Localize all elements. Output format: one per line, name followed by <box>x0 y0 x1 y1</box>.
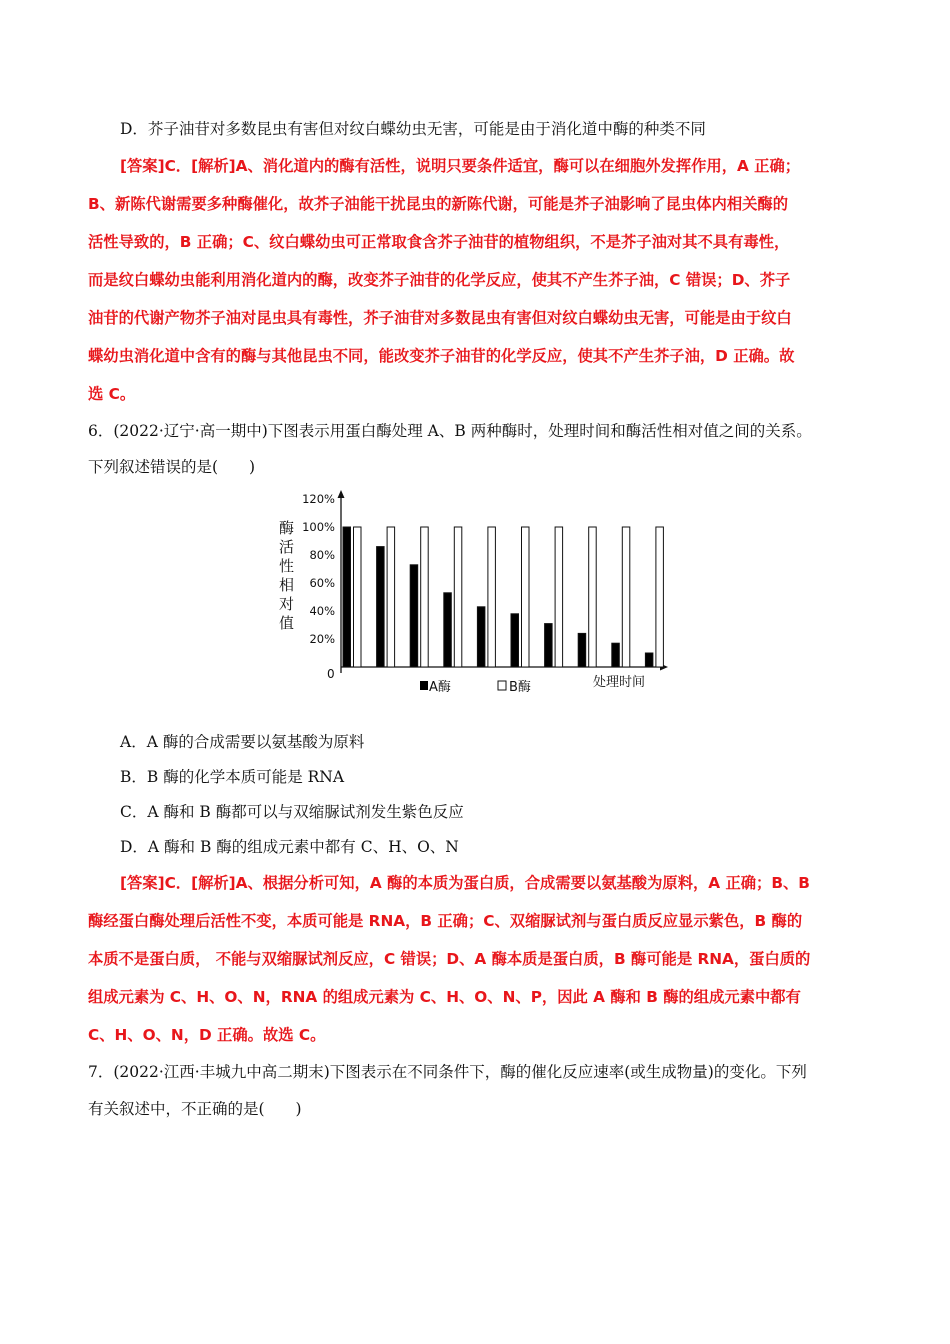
legend-label-a: A酶 <box>429 680 451 695</box>
answer-line: 蝶幼虫消化道中含有的酶与其他昆虫不同，能改变芥子油苷的化学反应，使其不产生芥子油，D 正确。故 <box>88 347 795 365</box>
bar-b-enzyme <box>622 527 630 667</box>
question-stem-line: 7．(2022·江西·丰城九中高二期末)下图表示在不同条件下，酶的催化反应速率(或生成物量)的变化。下列 <box>88 1063 807 1081</box>
option-a: A．A 酶的合成需要以氨基酸为原料 <box>120 733 365 751</box>
answer-line: [答案]C．[解析]A、消化道内的酶有活性，说明只要条件适宜，酶可以在细胞外发挥作用，A 正确； <box>120 157 801 175</box>
bar-b-enzyme <box>555 527 563 667</box>
answer-line: 本质不是蛋白质， 不能与双缩脲试剂反应，C 错误；D、A 酶本质是蛋白质，B 酶可能是 RNA，蛋白质的 <box>88 950 811 968</box>
y-ticks <box>302 492 335 646</box>
legend-swatch-a <box>420 681 428 690</box>
y-tick-label: 80% <box>309 548 335 562</box>
option-d: D．A 酶和 B 酶的组成元素中都有 C、H、O、N <box>120 838 459 856</box>
origin-label: 0 <box>327 667 335 681</box>
answer-line: C、H、O、N，D 正确。故选 C。 <box>88 1026 326 1044</box>
y-axis-label-char: 相 <box>279 576 295 594</box>
bar-a-enzyme <box>645 653 653 667</box>
bar-a-enzyme <box>343 527 351 667</box>
answer-line: [答案]C．[解析]A、根据分析可知，A 酶的本质为蛋白质，合成需要以氨基酸为原料，A 正确；B、B <box>120 874 810 892</box>
bar-a-enzyme <box>545 624 553 667</box>
q5-option-d: D．芥子油苷对多数昆虫有害但对纹白蝶幼虫无害，可能是由于消化道中酶的种类不同 <box>120 120 706 138</box>
y-tick-label: 40% <box>309 604 335 618</box>
bars <box>343 527 663 667</box>
answer-line: 选 C。 <box>88 385 136 403</box>
bar-b-enzyme <box>589 527 597 667</box>
x-axis-label: 处理时间 <box>593 675 646 690</box>
answer-line: B、新陈代谢需要多种酶催化，故芥子油能干扰昆虫的新陈代谢，可能是芥子油影响了昆虫体内相关酶的 <box>88 195 789 213</box>
y-axis-arrow <box>338 490 345 498</box>
y-tick-label: 120% <box>302 492 335 506</box>
question-stem-line: 有关叙述中，不正确的是( ) <box>88 1100 302 1118</box>
y-axis-label <box>279 519 294 632</box>
y-tick-label: 100% <box>302 520 335 534</box>
bar-a-enzyme <box>578 633 586 667</box>
legend-label-b: B酶 <box>509 680 531 695</box>
y-axis-label-char: 性 <box>279 557 295 575</box>
bar-a-enzyme <box>612 643 620 667</box>
answer-line: 活性导致的，B 正确；C、纹白蝶幼虫可正常取食含芥子油苷的植物组织，不是芥子油对其不具有毒性， <box>88 233 790 251</box>
enzyme-activity-chart <box>270 488 680 703</box>
y-axis-label-char: 值 <box>279 614 295 632</box>
option-c: C．A 酶和 B 酶都可以与双缩脲试剂发生紫色反应 <box>120 803 464 821</box>
bar-a-enzyme <box>410 565 418 667</box>
y-axis-label-char: 活 <box>279 538 295 556</box>
y-axis-label-char: 酶 <box>279 519 295 537</box>
legend-swatch-b <box>498 681 506 690</box>
y-tick-label: 20% <box>309 632 335 646</box>
answer-line: 油苷的代谢产物芥子油对昆虫具有毒性，芥子油苷对多数昆虫有害但对纹白蝶幼虫无害，可能是由于纹白 <box>88 309 792 327</box>
y-axis-label-char: 对 <box>279 595 295 613</box>
answer-line: 而是纹白蝶幼虫能利用消化道内的酶，改变芥子油苷的化学反应，使其不产生芥子油，C 错误；D、芥子 <box>88 271 791 289</box>
bar-b-enzyme <box>354 527 362 667</box>
answer-line: 组成元素为 C、H、O、N，RNA 的组成元素为 C、H、O、N、P，因此 A 酶和 B 酶的组成元素中都有 <box>88 988 801 1006</box>
bar-a-enzyme <box>477 607 485 667</box>
bar-a-enzyme <box>377 547 385 667</box>
bar-b-enzyme <box>656 527 664 667</box>
answer-line: 酶经蛋白酶处理后活性不变，本质可能是 RNA，B 正确；C、双缩脲试剂与蛋白质反应显示紫色，B 酶的 <box>88 912 803 930</box>
option-b: B．B 酶的化学本质可能是 RNA <box>120 768 345 786</box>
question-stem-line: 下列叙述错误的是( ) <box>88 458 256 476</box>
bar-a-enzyme <box>444 593 452 667</box>
bar-b-enzyme <box>522 527 530 667</box>
bar-b-enzyme <box>421 527 429 667</box>
question-stem-line: 6．(2022·辽宁·高一期中)下图表示用蛋白酶处理 A、B 两种酶时，处理时间和酶活性相对值之间的关系。 <box>88 422 812 440</box>
bar-a-enzyme <box>511 614 519 667</box>
bar-b-enzyme <box>454 527 462 667</box>
y-tick-label: 60% <box>309 576 335 590</box>
bar-b-enzyme <box>488 527 496 667</box>
chart-svg <box>270 488 680 703</box>
bar-b-enzyme <box>387 527 395 667</box>
